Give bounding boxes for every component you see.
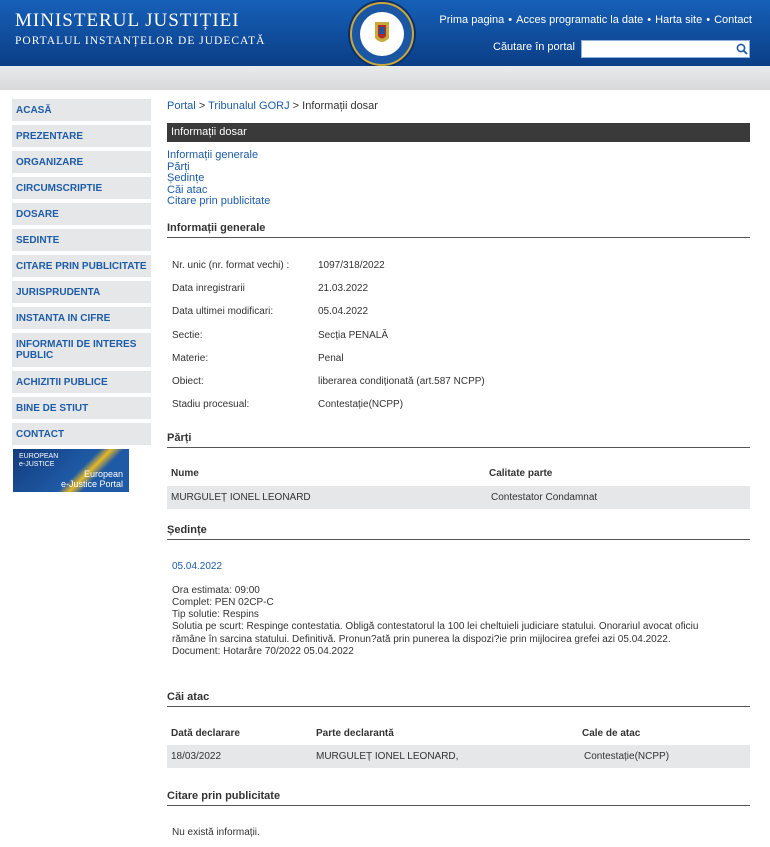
nav-home-link[interactable]: Prima pagina bbox=[439, 14, 505, 26]
sidebar-item-instanta-cifre[interactable]: INSTANTA IN CIFRE bbox=[12, 307, 151, 329]
party-name: MURGULEȚ IONEL LEONARD bbox=[171, 491, 311, 503]
section-anchors bbox=[167, 150, 750, 208]
breadcrumb-portal[interactable]: Portal bbox=[167, 100, 196, 112]
info-value: Penal bbox=[318, 352, 344, 364]
col-name-header: Nume bbox=[171, 468, 199, 480]
info-key: Data ultimei modificari: bbox=[172, 306, 274, 318]
cai-atac-table-header bbox=[167, 721, 750, 745]
site-subtitle[interactable]: PORTALUL INSTANȚELOR DE JUDECATĂ bbox=[15, 35, 266, 47]
col-type-header: Cale de atac bbox=[582, 727, 641, 739]
info-key: Data inregistrarii bbox=[172, 282, 245, 294]
sidebar-item-citare[interactable]: CITARE PRIN PUBLICITATE bbox=[12, 255, 151, 277]
parti-heading: Părți bbox=[167, 432, 750, 448]
info-value: 05.04.2022 bbox=[318, 306, 369, 318]
hearing-details bbox=[172, 585, 750, 659]
info-row bbox=[172, 393, 750, 416]
party-role: Contestator Condamnat bbox=[491, 491, 598, 503]
col-role-header: Calitate parte bbox=[489, 468, 553, 480]
info-key: Materie: bbox=[172, 352, 209, 364]
search-input[interactable] bbox=[581, 40, 750, 58]
ejustice-logo-line2: e-JUSTICE bbox=[19, 461, 55, 468]
anchor-parti[interactable]: Părți bbox=[167, 160, 190, 173]
info-value: liberarea condiționată (art.587 NCPP) bbox=[318, 376, 485, 388]
ejustice-logo-line1: EUROPEAN bbox=[19, 453, 59, 460]
breadcrumb-court[interactable]: Tribunalul GORJ bbox=[208, 100, 290, 112]
info-row bbox=[172, 254, 750, 277]
sidebar-item-acasa[interactable]: ACASĂ bbox=[12, 99, 151, 121]
anchor-cai-atac[interactable]: Căi atac bbox=[167, 183, 208, 196]
sidebar-item-organizare[interactable]: ORGANIZARE bbox=[12, 151, 151, 173]
sidebar-item-sedinte[interactable]: SEDINTE bbox=[12, 229, 151, 251]
info-value: Contestație(NCPP) bbox=[318, 399, 404, 411]
info-row bbox=[172, 323, 750, 346]
sidebar-item-informatii[interactable]: INFORMATII DE INTERES PUBLIC bbox=[12, 333, 151, 367]
info-value: 1097/318/2022 bbox=[318, 259, 385, 271]
table-row bbox=[167, 745, 750, 768]
page-title: Informații dosar bbox=[167, 123, 750, 142]
info-row bbox=[172, 300, 750, 323]
hearing-date: 05.04.2022 bbox=[172, 560, 223, 572]
nav-api-link[interactable]: Acces programatic la date bbox=[516, 14, 644, 26]
hearing-line: rămâne în sarcina statului. Definitivă. Pronun?ată prin punerea la dispozi?ie prin mijlocirea grefei azi 05.04.2022. bbox=[172, 633, 671, 645]
appeal-type: Contestație(NCPP) bbox=[584, 751, 670, 763]
sidebar-item-achizitii[interactable]: ACHIZITII PUBLICE bbox=[12, 371, 151, 393]
appeal-party: MURGULEȚ IONEL LEONARD, bbox=[316, 751, 459, 763]
sidebar-item-contact[interactable]: CONTACT bbox=[12, 423, 151, 445]
sidebar-item-jurisprudenta[interactable]: JURISPRUDENTA bbox=[12, 281, 151, 303]
search-label: Căutare în portal bbox=[493, 41, 575, 53]
site-header bbox=[0, 0, 770, 66]
parti-table-header bbox=[167, 462, 750, 486]
main-content bbox=[167, 100, 750, 838]
col-party-header: Parte declarantă bbox=[316, 727, 394, 739]
hearing-line: Complet: PEN 02CP-C bbox=[172, 596, 274, 608]
ejustice-logo bbox=[19, 453, 58, 469]
info-value: 21.03.2022 bbox=[318, 282, 369, 294]
ejustice-banner[interactable] bbox=[13, 449, 129, 492]
anchor-general[interactable]: Informații generale bbox=[167, 149, 259, 161]
ejustice-line1: European bbox=[83, 469, 123, 479]
header-band bbox=[0, 66, 770, 90]
col-date-header: Dată declarare bbox=[171, 727, 240, 739]
info-key: Sectie: bbox=[172, 329, 203, 341]
appeal-date: 18/03/2022 bbox=[171, 751, 222, 763]
info-row bbox=[172, 277, 750, 300]
info-value: Secția PENALĂ bbox=[318, 329, 389, 341]
table-row bbox=[167, 486, 750, 509]
hearing-entry bbox=[172, 561, 750, 659]
sidebar-item-dosare[interactable]: DOSARE bbox=[12, 203, 151, 225]
hearing-line: Document: Hotarâre 70/2022 05.04.2022 bbox=[172, 646, 354, 658]
hearing-line: Solutia pe scurt: Respinge contestatia. Obligă contestatorul la 100 lei cheltuieli judiciare statului. Onorariul avocat oficiu bbox=[172, 621, 699, 633]
sidebar-item-circumscriptie[interactable]: CIRCUMSCRIPTIE bbox=[12, 177, 151, 199]
search-icon[interactable] bbox=[735, 42, 749, 56]
general-info bbox=[172, 254, 750, 417]
sidebar-item-prezentare[interactable]: PREZENTARE bbox=[12, 125, 151, 147]
nav-sitemap-link[interactable]: Harta site bbox=[655, 14, 703, 26]
info-row bbox=[172, 347, 750, 370]
info-key: Nr. unic (nr. format vechi) : bbox=[172, 259, 290, 271]
citare-heading: Citare prin publicitate bbox=[167, 790, 750, 806]
info-row bbox=[172, 370, 750, 393]
ministry-seal-icon[interactable] bbox=[342, 0, 422, 72]
hearing-line: Tip solutie: Respins bbox=[172, 609, 259, 621]
general-heading: Informații generale bbox=[167, 222, 750, 238]
ejustice-line2: e-Justice Portal bbox=[60, 479, 123, 489]
anchor-sedinte[interactable]: Ședințe bbox=[167, 172, 205, 184]
breadcrumb-current: Informații dosar bbox=[302, 100, 378, 112]
site-title[interactable]: MINISTERUL JUSTIȚIEI bbox=[15, 10, 240, 31]
sidebar-item-bine-de-stiut[interactable]: BINE DE STIUT bbox=[12, 397, 151, 419]
anchor-citare[interactable]: Citare prin publicitate bbox=[167, 195, 271, 207]
nav-contact-link[interactable]: Contact bbox=[714, 14, 752, 26]
top-navigation: Prima pagina • Acces programatic la date • Harta site • Contact bbox=[439, 14, 752, 26]
sedinte-heading: Ședințe bbox=[167, 524, 750, 540]
citare-empty-text: Nu există informații. bbox=[172, 827, 260, 839]
info-key: Obiect: bbox=[172, 376, 204, 388]
breadcrumb: Portal > Tribunalul GORJ > Informații dosar bbox=[167, 100, 378, 112]
info-key: Stadiu procesual: bbox=[172, 399, 250, 411]
sidebar-menu bbox=[12, 99, 151, 492]
cai-atac-heading: Căi atac bbox=[167, 691, 750, 707]
hearing-line: Ora estimata: 09:00 bbox=[172, 584, 260, 596]
